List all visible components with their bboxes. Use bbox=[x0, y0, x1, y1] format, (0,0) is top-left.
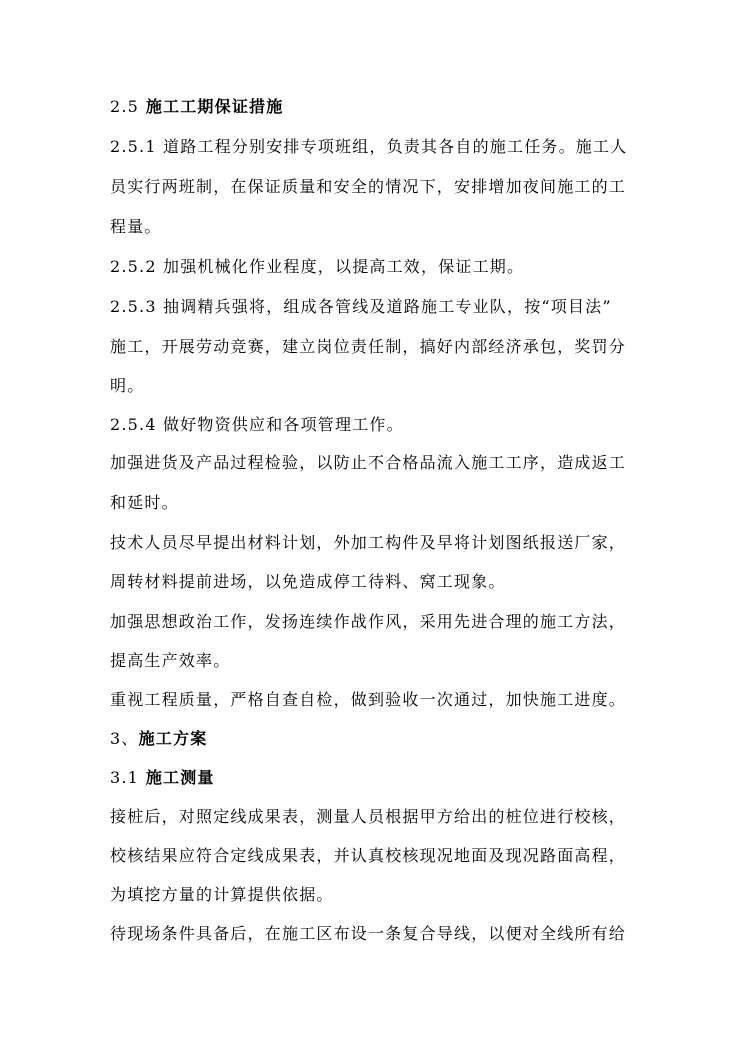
paragraph-line: 程量。 bbox=[110, 217, 162, 236]
paragraph-line: 加强进货及产品过程检验，以防止不合格品流入施工工序，造成返工 bbox=[110, 453, 627, 472]
paragraph-line: 加强思想政治工作，发扬连续作战作风，采用先进合理的施工方法， bbox=[110, 612, 627, 631]
paragraph-line: 周转材料提前进场，以免造成停工待料、窝工现象。 bbox=[110, 572, 506, 591]
paragraph-line: 提高生产效率。 bbox=[110, 651, 231, 670]
paragraph-line: 员实行两班制，在保证质量和安全的情况下，安排增加夜间施工的工 bbox=[110, 177, 627, 196]
section-heading-3 bbox=[110, 728, 207, 750]
section-number: 2.5 bbox=[110, 97, 140, 116]
section-title: 施工方案 bbox=[138, 729, 208, 748]
paragraph-line: 校核结果应符合定线成果表，并认真校核现况地面及现况路面高程， bbox=[110, 846, 627, 865]
paragraph-line: 明。 bbox=[110, 376, 145, 395]
section-number: 3.1 bbox=[110, 768, 140, 787]
section-title: 施工工期保证措施 bbox=[145, 97, 284, 116]
paragraph-line: 重视工程质量，严格自查自检，做到验收一次通过，加快施工进度。 bbox=[110, 690, 627, 709]
paragraph-line: 为填挖方量的计算提供依据。 bbox=[110, 885, 334, 904]
paragraph-line: 施工，开展劳动竞赛，建立岗位责任制，搞好内部经济承包，奖罚分 bbox=[110, 337, 627, 356]
paragraph-line: 和延时。 bbox=[110, 493, 179, 512]
paragraph-line: 2.5.4 做好物资供应和各项管理工作。 bbox=[110, 415, 404, 434]
section-number: 3、 bbox=[110, 729, 139, 748]
section-title: 施工测量 bbox=[145, 768, 215, 787]
paragraph-line: 待现场条件具备后，在施工区布设一条复合导线，以便对全线所有给 bbox=[110, 924, 627, 943]
paragraph-line: 2.5.2 加强机械化作业程度，以提高工效，保证工期。 bbox=[110, 257, 525, 276]
paragraph-line: 2.5.1 道路工程分别安排专项班组，负责其各自的施工任务。施工人 bbox=[110, 137, 628, 156]
section-heading-3-1 bbox=[110, 767, 215, 789]
section-heading-2-5 bbox=[110, 96, 283, 118]
paragraph-line: 2.5.3 抽调精兵强将，组成各管线及道路施工专业队，按“项目法” bbox=[110, 297, 612, 316]
paragraph-line: 接桩后，对照定线成果表，测量人员根据甲方给出的桩位进行校核， bbox=[110, 807, 627, 826]
paragraph-line: 技术人员尽早提出材料计划，外加工构件及早将计划图纸报送厂家， bbox=[110, 533, 627, 552]
